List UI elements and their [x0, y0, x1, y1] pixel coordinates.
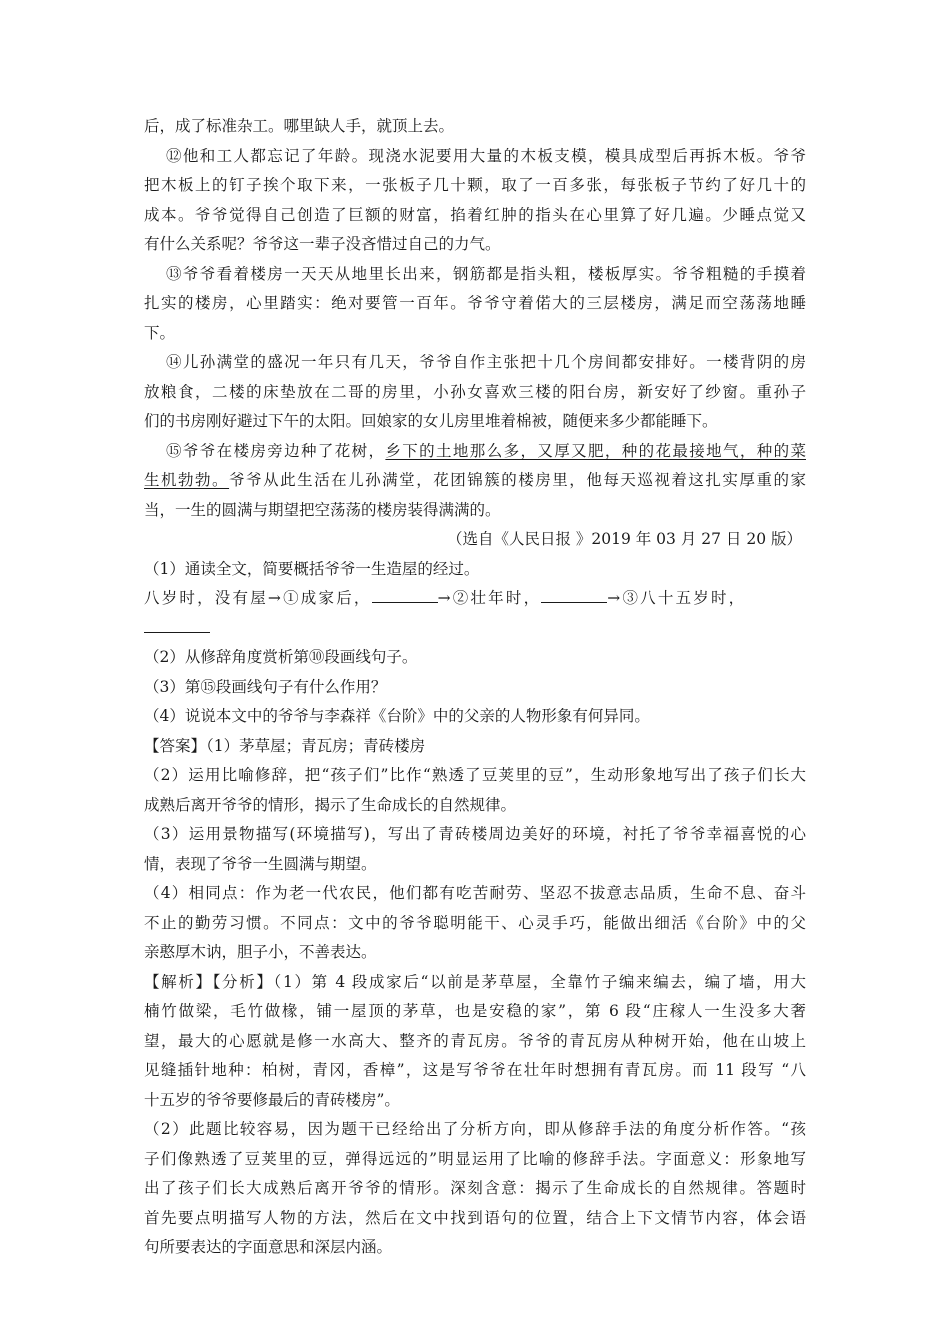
paragraph-13-line-3: 下。	[144, 323, 176, 342]
paragraph-15-line-2	[144, 466, 806, 496]
answer-3-line-2: 情，表现了爷爷一生圆满与期望。	[144, 854, 377, 873]
paragraph-11-tail: 后，成了标准杂工。哪里缺人手，就顶上去。	[144, 117, 455, 135]
paragraph-13-line-1: ⑬爷爷看着楼房一天天从地里长出来，钢筋都是指头粗，楼板厚实。爷爷粗糙的手摸着	[166, 264, 806, 283]
analysis-line-6: （2）此题比较容易，因为题干已经给出了分析方向，即从修辞手法的角度分析作答。“孩	[144, 1120, 806, 1138]
answer-4-line-2: 不止的勤劳习惯。不同点：文中的爷爷聪明能干、心灵手巧，能做出细活《台阶》中的父	[144, 913, 806, 932]
answer-3-line-1: （3）运用景物描写(环境描写)，写出了青砖楼周边美好的环境，衬托了爷爷幸福喜悦的心	[144, 825, 806, 843]
answer-2-line-2: 成熟后离开爷爷的情形，揭示了生命成长的自然规律。	[144, 795, 517, 814]
analysis-line-8: 出了孩子们长大成熟后离开爷爷的情形。深刻含意：揭示了生命成长的自然规律。答题时	[144, 1179, 806, 1197]
paragraph-14-line-3: 们的书房刚好避过下午的太阳。回娘家的女儿房里堆着棉被，随便来多少都能睡下。	[144, 412, 718, 430]
question-3: （3）第⑮段画线句子有什么作用？	[144, 677, 387, 696]
question-1-fill-line	[144, 584, 806, 614]
analysis-line-4: 见缝插针地种：柏树，青冈，香樟”，这是写爷爷在壮年时想拥有青瓦房。而 11 段写 “八	[144, 1061, 806, 1079]
answer-2-line-1: （2）运用比喻修辞，把“孩子们”比作“熟透了豆荚里的豆”，生动形象地写出了孩子们长大	[144, 766, 806, 784]
question-4: （4）说说本文中的爷爷与李森祥《台阶》中的父亲的人物形象有何异同。	[144, 707, 650, 725]
answer-4-line-1: （4）相同点：作为老一代农民，他们都有吃苦耐劳、坚忍不拔意志品质，生命不息、奋斗	[144, 884, 806, 902]
paragraph-12-line-1: ⑫他和工人都忘记了年龄。现浇水泥要用大量的木板支模，模具成型后再拆木板。爷爷	[166, 146, 806, 165]
paragraph-15-text: 爷爷从此生活在儿孙满堂，花团锦簇的楼房里，他每天巡视着这扎实厚重的家	[229, 471, 806, 489]
paragraph-13-line-2: 扎实的楼房，心里踏实：绝对要管一百年。爷爷守着偌大的三层楼房，满足而空荡荡地睡	[144, 294, 806, 312]
underlined-sentence: 乡下的土地那么多，又厚又肥，种的花最接地气，种的菜	[385, 441, 806, 460]
paragraph-12-line-4: 有什么关系呢？爷爷这一辈子没吝惜过自己的力气。	[144, 235, 501, 253]
paragraph-15-line-1	[144, 437, 806, 467]
answer-1: 【答案】（1）茅草屋；青瓦房；青砖楼房	[144, 736, 426, 755]
analysis-line-2: 楠竹做梁，毛竹做椽，铺一屋顶的茅草，也是安稳的家”，第 6 段“庄稼人一生没多大奢	[144, 1002, 806, 1020]
analysis-line-5: 十五岁的爷爷要修最后的青砖楼房”。	[144, 1090, 400, 1109]
fill-segment-1: 八岁时，没有屋→①成家后，	[144, 589, 372, 607]
paragraph-12-line-3: 成本。爷爷觉得自己创造了巨额的财富，掐着红肿的指头在心里算了好几遍。少睡点觉又	[144, 205, 806, 224]
analysis-line-9: 首先要点明描写人物的方法，然后在文中找到语句的位置，结合上下文情节内容，体会语	[144, 1208, 806, 1227]
fill-segment-3: →③八十五岁时，	[607, 589, 747, 607]
analysis-line-7: 子们像熟透了豆荚里的豆，弹得远远的”明显运用了比喻的修辞手法。字面意义：形象地写	[144, 1149, 806, 1168]
paragraph-14-line-1: ⑭儿孙满堂的盛况一年只有几天，爷爷自作主张把十几个房间都安排好。一楼背阴的房	[166, 353, 806, 371]
paragraph-14-line-2: 放粮食，二楼的床垫放在二哥的房里，小孙女喜欢三楼的阳台房，新安好了纱窗。重孙子	[144, 382, 806, 401]
question-1-blank-line	[144, 614, 806, 644]
answer-4-line-3: 亲憨厚木讷，胆子小，不善表达。	[144, 943, 377, 961]
answer-blank-3	[144, 618, 210, 633]
source-citation: （选自《人民日报 》2019 年 03 月 27 日 20 版）	[446, 530, 802, 548]
analysis-line-3: 望，最大的心愿就是修一水高大、整齐的青瓦房。爷爷的青瓦房从种树开始，他在山坡上	[144, 1031, 806, 1050]
analysis-line-1: 【解析】【分析】（1）第 4 段成家后“以前是茅草屋，全靠竹子编来编去，编了墙，用大	[144, 972, 806, 991]
underlined-sentence-end: 生机勃勃。	[144, 471, 230, 489]
document-page	[144, 112, 806, 1263]
paragraph-12-line-2: 把木板上的钉子挨个取下来，一张板子几十颗，取了一百多张，每张板子节约了好几十的	[144, 176, 806, 194]
question-2: （2）从修辞角度赏析第⑩段画线句子。	[144, 648, 418, 666]
fill-segment-2: →②壮年时，	[437, 589, 542, 607]
answer-blank-2	[541, 588, 607, 603]
paragraph-15-text: ⑮爷爷在楼房旁边种了花树，	[166, 441, 386, 460]
paragraph-15-line-3: 当，一生的圆满与期望把空荡荡的楼房装得满满的。	[144, 500, 501, 519]
answer-blank-1	[372, 588, 438, 603]
analysis-line-10: 句所要表达的字面意思和深层内涵。	[144, 1238, 393, 1256]
question-1: （1）通读全文，简要概括爷爷一生造屋的经过。	[144, 559, 480, 578]
